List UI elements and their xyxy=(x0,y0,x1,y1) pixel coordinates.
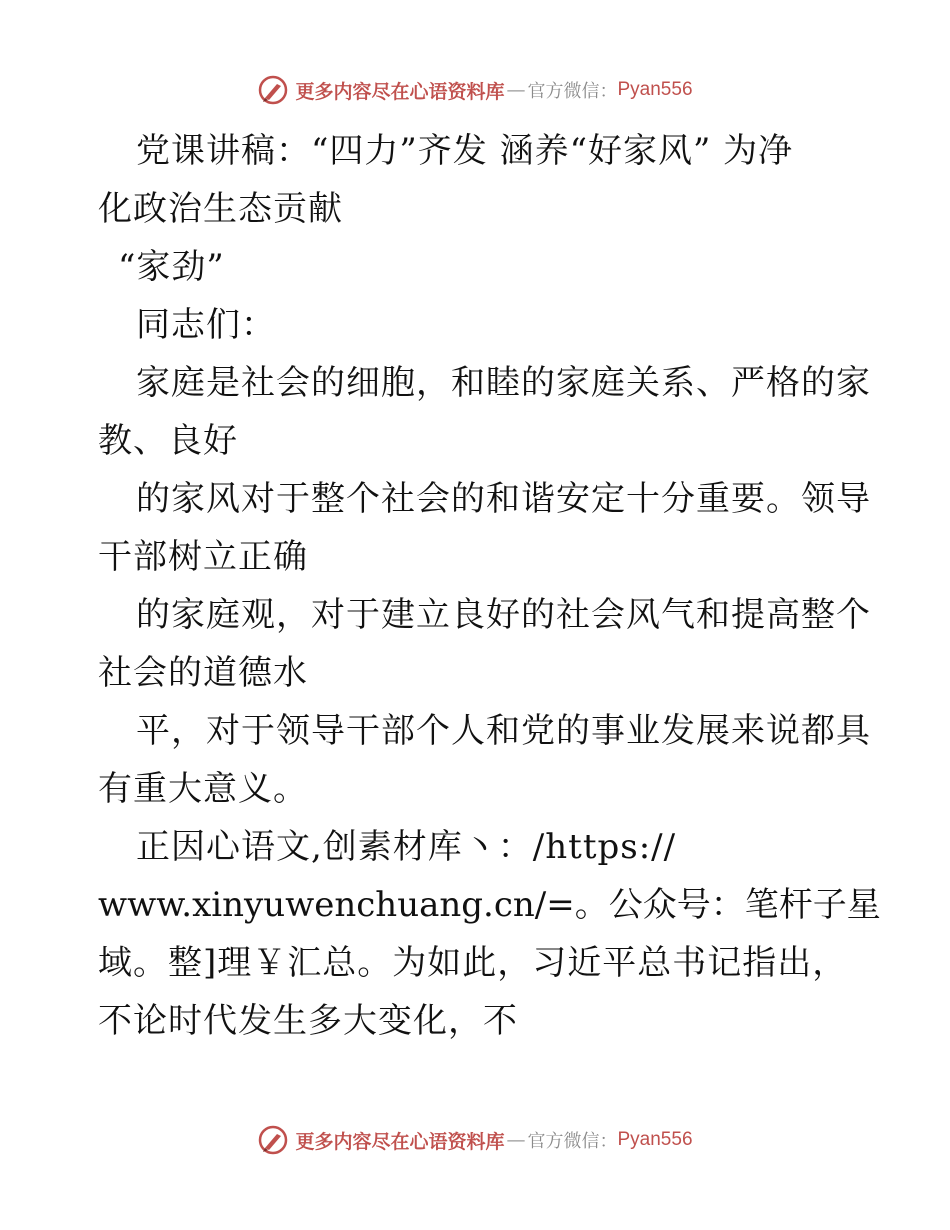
subtitle-line: “家劲” xyxy=(118,247,225,287)
paragraph-line: 教、良好 xyxy=(98,421,238,461)
paragraph-line: 的家风对于整个社会的和谐安定十分重要。领导 xyxy=(136,479,871,519)
paragraph-line: 社会的道德水 xyxy=(98,653,308,693)
paragraph-line: 不论时代发生多大变化，不 xyxy=(98,1001,518,1041)
paragraph-line: www.xinyuwenchuang.cn/=。公众号：笔杆子星 xyxy=(98,885,881,925)
banner-wechat-id: Pyan556 xyxy=(617,79,693,100)
paragraph-line: 家庭是社会的细胞，和睦的家庭关系、严格的家 xyxy=(136,363,871,403)
pen-logo-icon xyxy=(257,1124,289,1156)
document-body xyxy=(98,122,881,1050)
paragraph-line: 平，对于领导干部个人和党的事业发展来说都具 xyxy=(136,711,871,751)
paragraph-line: 有重大意义。 xyxy=(98,769,308,809)
title-line-2: 化政治生态贡献 xyxy=(98,189,343,229)
banner-wechat-label: 官方微信： xyxy=(527,81,618,102)
header-banner xyxy=(0,70,950,110)
footer-banner xyxy=(0,1120,950,1160)
pen-logo-icon xyxy=(257,74,289,106)
banner-dash: — xyxy=(506,1129,526,1151)
paragraph-line: 干部树立正确 xyxy=(98,537,308,577)
banner-dash: — xyxy=(506,79,526,101)
title-line-1: 党课讲稿：“四力”齐发 涵养“好家风” 为净 xyxy=(136,131,794,171)
paragraph-line: 的家庭观，对于建立良好的社会风气和提高整个 xyxy=(136,595,871,635)
paragraph-line: 正因心语文,创素材库丶：/https:// xyxy=(136,827,677,867)
banner-site-name: 更多内容尽在心语资料库 xyxy=(295,80,505,103)
banner-wechat-id: Pyan556 xyxy=(617,1129,693,1150)
paragraph-line: 域。整]理￥汇总。为如此，习近平总书记指出， xyxy=(98,943,848,983)
banner-site-name: 更多内容尽在心语资料库 xyxy=(295,1130,505,1153)
salutation: 同志们： xyxy=(136,305,276,345)
banner-wechat-label: 官方微信： xyxy=(527,1131,618,1152)
